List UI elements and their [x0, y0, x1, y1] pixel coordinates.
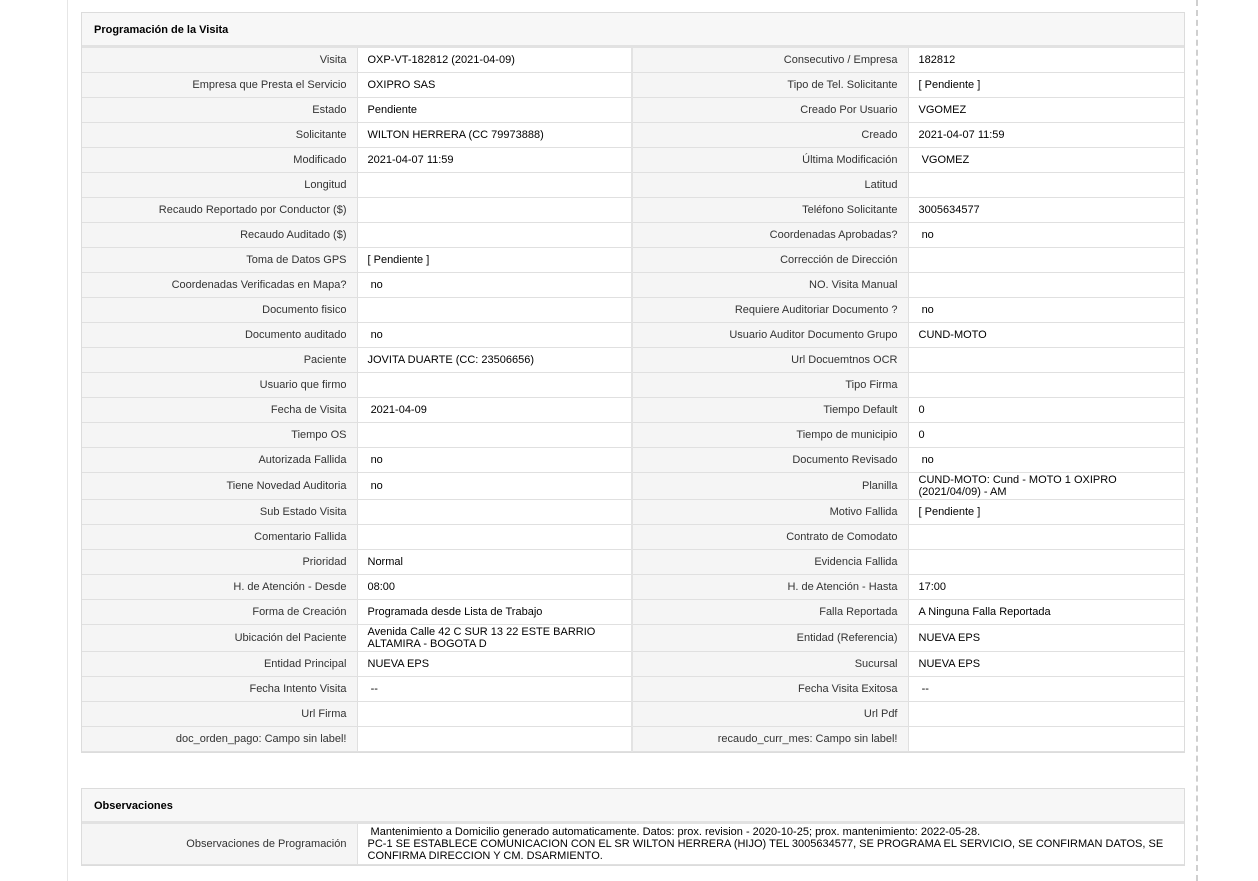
visit-row: [82, 273, 1184, 298]
field-label: Ubicación del Paciente: [82, 625, 357, 652]
visit-row: [82, 123, 1184, 148]
visit-row: [82, 73, 1184, 98]
visit-row: [82, 223, 1184, 248]
visit-row: [82, 727, 1184, 752]
field-label: Estado: [82, 98, 357, 123]
field-label: recaudo_curr_mes: Campo sin label!: [632, 727, 908, 752]
field-value: 2021-04-07 11:59: [908, 123, 1184, 148]
field-value: [ Pendiente ]: [908, 73, 1184, 98]
field-label: Tipo de Tel. Solicitante: [632, 73, 908, 98]
visit-row: [82, 48, 1184, 73]
field-label: Fecha Visita Exitosa: [632, 677, 908, 702]
field-label: Teléfono Solicitante: [632, 198, 908, 223]
visit-row: [82, 550, 1184, 575]
field-value: A Ninguna Falla Reportada: [908, 600, 1184, 625]
field-value: OXIPRO SAS: [357, 73, 632, 98]
visit-row: [82, 677, 1184, 702]
field-value: CUND-MOTO: [908, 323, 1184, 348]
visit-row: [82, 600, 1184, 625]
observations-panel-title: Observaciones: [82, 789, 1184, 824]
field-label: Sucursal: [632, 652, 908, 677]
field-label: H. de Atención - Hasta: [632, 575, 908, 600]
field-label: Entidad Principal: [82, 652, 357, 677]
field-label: Coordenadas Aprobadas?: [632, 223, 908, 248]
visit-row: [82, 148, 1184, 173]
field-label: Latitud: [632, 173, 908, 198]
field-value: NUEVA EPS: [908, 652, 1184, 677]
field-label: Url Firma: [82, 702, 357, 727]
field-value: Programada desde Lista de Trabajo: [357, 600, 632, 625]
field-label: Modificado: [82, 148, 357, 173]
field-value: 0: [908, 423, 1184, 448]
observations-row: [82, 824, 1184, 864]
field-value: CUND-MOTO: Cund - MOTO 1 OXIPRO (2021/04/09) - AM: [908, 473, 1184, 500]
field-label: Tiempo OS: [82, 423, 357, 448]
field-value: 2021-04-07 11:59: [357, 148, 632, 173]
field-label: Url Pdf: [632, 702, 908, 727]
field-value: [357, 198, 632, 223]
field-label: Usuario que firmo: [82, 373, 357, 398]
field-label: Documento auditado: [82, 323, 357, 348]
visit-row: [82, 348, 1184, 373]
field-label: Longitud: [82, 173, 357, 198]
field-label: Prioridad: [82, 550, 357, 575]
visit-row: [82, 575, 1184, 600]
field-label: Comentario Fallida: [82, 525, 357, 550]
field-value: 182812: [908, 48, 1184, 73]
field-label: Planilla: [632, 473, 908, 500]
field-value: [357, 500, 632, 525]
visit-row: [82, 373, 1184, 398]
field-value: no: [357, 273, 632, 298]
field-value: no: [908, 223, 1184, 248]
field-label: Tiene Novedad Auditoria: [82, 473, 357, 500]
field-label: Forma de Creación: [82, 600, 357, 625]
visit-row: [82, 500, 1184, 525]
field-label: Paciente: [82, 348, 357, 373]
field-value: [ Pendiente ]: [357, 248, 632, 273]
field-label: NO. Visita Manual: [632, 273, 908, 298]
field-value: [908, 550, 1184, 575]
field-value: [908, 525, 1184, 550]
page-left-border: [67, 0, 68, 881]
visit-row: [82, 625, 1184, 652]
field-value: [908, 373, 1184, 398]
field-label: Entidad (Referencia): [632, 625, 908, 652]
observations-line-1: Mantenimiento a Domicilio generado automaticamente. Datos: prox. revision - 2020-10-25; prox. mantenimiento: 2022-05-28.: [367, 825, 981, 838]
field-label: Tipo Firma: [632, 373, 908, 398]
visit-row: [82, 652, 1184, 677]
field-value: [357, 423, 632, 448]
field-value: VGOMEZ: [908, 148, 1184, 173]
field-label: doc_orden_pago: Campo sin label!: [82, 727, 357, 752]
observations-table: [82, 824, 1184, 865]
field-value: [908, 273, 1184, 298]
field-label: Evidencia Fallida: [632, 550, 908, 575]
visit-row: [82, 298, 1184, 323]
field-value: OXP-VT-182812 (2021-04-09): [357, 48, 632, 73]
field-value: 2021-04-09: [357, 398, 632, 423]
observations-panel: [81, 788, 1185, 866]
field-value: NUEVA EPS: [357, 652, 632, 677]
field-value: NUEVA EPS: [908, 625, 1184, 652]
field-label: Motivo Fallida: [632, 500, 908, 525]
field-value: [357, 702, 632, 727]
field-value: [908, 702, 1184, 727]
field-value: [357, 373, 632, 398]
visit-details-table: [82, 48, 1184, 752]
field-value: no: [908, 298, 1184, 323]
field-value: WILTON HERRERA (CC 79973888): [357, 123, 632, 148]
field-label: Consecutivo / Empresa: [632, 48, 908, 73]
field-label: Requiere Auditoriar Documento ?: [632, 298, 908, 323]
visit-row: [82, 702, 1184, 727]
field-label: Documento Revisado: [632, 448, 908, 473]
field-label: Sub Estado Visita: [82, 500, 357, 525]
field-value: 0: [908, 398, 1184, 423]
field-value: no: [357, 448, 632, 473]
field-label: Tiempo de municipio: [632, 423, 908, 448]
field-label: H. de Atención - Desde: [82, 575, 357, 600]
field-value: JOVITA DUARTE (CC: 23506656): [357, 348, 632, 373]
field-label: Autorizada Fallida: [82, 448, 357, 473]
visit-schedule-panel: [81, 12, 1185, 753]
visit-schedule-panel-title: Programación de la Visita: [82, 13, 1184, 48]
field-label: Creado: [632, 123, 908, 148]
visit-row: [82, 473, 1184, 500]
field-label: Fecha de Visita: [82, 398, 357, 423]
field-label: Documento fisico: [82, 298, 357, 323]
field-value: [357, 525, 632, 550]
field-value: [908, 248, 1184, 273]
field-value: [908, 173, 1184, 198]
visit-row: [82, 323, 1184, 348]
field-label: Visita: [82, 48, 357, 73]
field-value: 08:00: [357, 575, 632, 600]
field-value: [357, 298, 632, 323]
field-value: 3005634577: [908, 198, 1184, 223]
field-label: Contrato de Comodato: [632, 525, 908, 550]
field-value: Pendiente: [357, 98, 632, 123]
field-value: --: [908, 677, 1184, 702]
field-label: Coordenadas Verificadas en Mapa?: [82, 273, 357, 298]
field-value: [357, 727, 632, 752]
visit-row: [82, 525, 1184, 550]
observations-value: [357, 824, 1184, 864]
field-value: Normal: [357, 550, 632, 575]
field-label: Usuario Auditor Documento Grupo: [632, 323, 908, 348]
field-value: [357, 173, 632, 198]
page-right-dashed-border: [1196, 0, 1198, 881]
field-label: Solicitante: [82, 123, 357, 148]
visit-row: [82, 448, 1184, 473]
visit-row: [82, 248, 1184, 273]
field-value: no: [357, 473, 632, 500]
field-value: no: [908, 448, 1184, 473]
field-value: [ Pendiente ]: [908, 500, 1184, 525]
visit-row: [82, 173, 1184, 198]
field-value: [357, 223, 632, 248]
visit-row: [82, 198, 1184, 223]
field-label: Recaudo Reportado por Conductor ($): [82, 198, 357, 223]
field-label: Falla Reportada: [632, 600, 908, 625]
field-label: Url Docuemtnos OCR: [632, 348, 908, 373]
field-value: [908, 348, 1184, 373]
field-label: Recaudo Auditado ($): [82, 223, 357, 248]
field-label: Creado Por Usuario: [632, 98, 908, 123]
field-value: no: [357, 323, 632, 348]
field-label: Última Modificación: [632, 148, 908, 173]
visit-row: [82, 423, 1184, 448]
field-label: Fecha Intento Visita: [82, 677, 357, 702]
field-label: Toma de Datos GPS: [82, 248, 357, 273]
field-value: [908, 727, 1184, 752]
field-label: Tiempo Default: [632, 398, 908, 423]
field-value: VGOMEZ: [908, 98, 1184, 123]
field-value: --: [357, 677, 632, 702]
field-value: 17:00: [908, 575, 1184, 600]
visit-row: [82, 98, 1184, 123]
field-label: Corrección de Dirección: [632, 248, 908, 273]
field-label: Empresa que Presta el Servicio: [82, 73, 357, 98]
field-value: Avenida Calle 42 C SUR 13 22 ESTE BARRIO ALTAMIRA - BOGOTA D: [357, 625, 632, 652]
visit-row: [82, 398, 1184, 423]
observations-label: Observaciones de Programación: [82, 824, 357, 864]
observations-line-2: PC-1 SE ESTABLECE COMUNICACION CON EL SR WILTON HERRERA (HIJO) TEL 3005634577, SE PROGRAMA EL SERVICIO, SE CONFIRMAN DATOS, SE CONFIRMA DIRECCION Y CM. DSARMIENTO.: [367, 837, 1164, 862]
